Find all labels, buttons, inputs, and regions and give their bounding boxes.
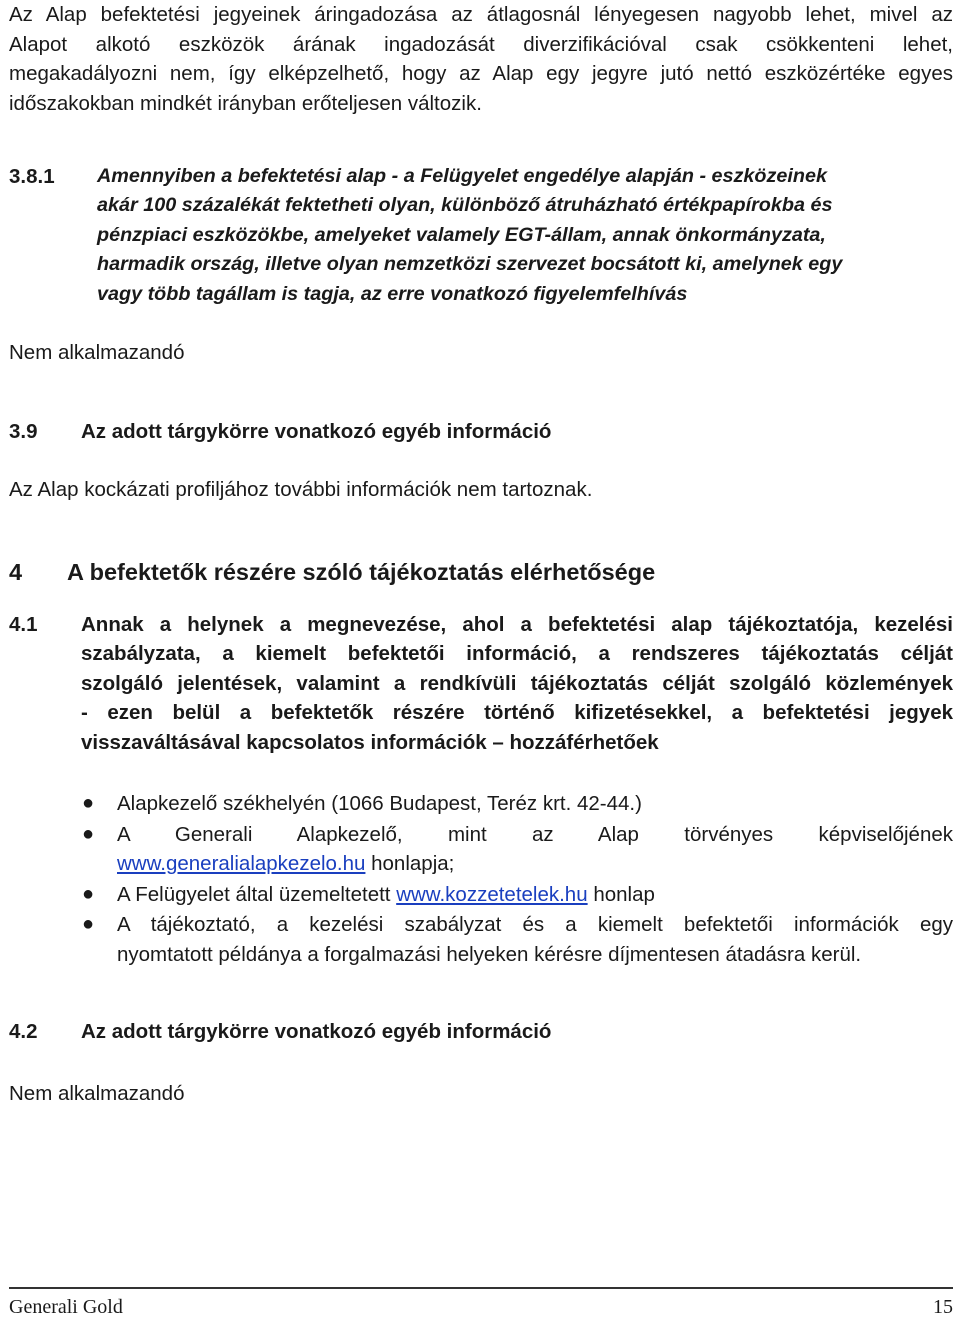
section-number: 4.1 — [9, 613, 38, 636]
heading-line: - ezen belül a befektetők részére történő kifizetésekkel, a befektetési jegyek — [81, 701, 953, 725]
section-number: 4 — [9, 559, 23, 585]
heading-line: visszaváltásával kapcsolatos információk – hozzáférhetőek — [81, 730, 659, 754]
heading-line: vagy több tagállam is tagja, az erre vonatkozó figyelemfelhívás — [97, 282, 688, 305]
section-heading-text — [81, 610, 953, 757]
section-number: 4.2 — [9, 1020, 38, 1043]
bullet-icon: ● — [82, 913, 95, 935]
availability-list — [9, 789, 953, 970]
intro-line: Alapot alkotó eszközök árának ingadozását diverzifikációval csak csökkenteni lehet, — [9, 32, 953, 56]
list-item-text-line — [117, 849, 953, 879]
list-item-text: honlapja; — [365, 852, 455, 875]
list-item-text: Alapkezelő székhelyén (1066 Budapest, Teréz krt. 42-44.) — [117, 792, 642, 815]
heading-line: Amennyiben a befektetési alap - a Felügyelet engedélye alapján - eszközeinek — [97, 165, 827, 187]
intro-paragraph — [9, 0, 953, 118]
heading-line: szabályzata, a kiemelt befektetői információ, a rendszeres tájékoztatás célját — [81, 642, 953, 666]
list-item-text: A tájékoztató, a kezelési szabályzat és a kiemelt befektetői információk egy — [117, 913, 953, 936]
section-title: Az adott tárgykörre vonatkozó egyéb információ — [81, 1020, 552, 1043]
heading-line: pénzpiaci eszközökbe, amelyeket valamely EGT-állam, annak önkormányzata, — [97, 223, 826, 246]
footer-document-title: Generali Gold — [9, 1296, 123, 1318]
heading-line: Annak a helynek a megnevezése, ahol a befektetési alap tájékoztatója, kezelési — [81, 613, 953, 636]
page-number: 15 — [933, 1296, 953, 1318]
heading-line: akár 100 százalékát fektetheti olyan, különböző átruházható értékpapírokba és — [97, 194, 833, 217]
list-item — [9, 789, 953, 819]
heading-line: szolgáló jelentések, valamint a rendkívüli tájékoztatás célját szolgáló közlemények — [81, 671, 953, 695]
section-number: 3.9 — [9, 420, 38, 443]
list-item-text: A Generali Alapkezelő, mint az Alap törvényes képviselőjének — [117, 822, 953, 846]
kozzetetelek-website-link[interactable]: www.kozzetetelek.hu — [396, 882, 588, 906]
section-number: 3.8.1 — [9, 165, 55, 188]
section-3-9-text: Az Alap kockázati profiljához további információk nem tartoznak. — [9, 478, 593, 501]
section-3-8-1-value: Nem alkalmazandó — [9, 341, 185, 364]
list-item — [9, 820, 953, 879]
list-item — [9, 880, 953, 910]
section-heading-text — [97, 162, 925, 309]
list-item-text: A Felügyelet által üzemeltetett — [117, 882, 397, 906]
generali-website-link[interactable]: www.generalialapkezelo.hu — [117, 852, 366, 875]
intro-line: Az Alap befektetési jegyeinek áringadozása az átlagosnál lényegesen nagyobb lehet, mivel az — [9, 3, 953, 26]
bullet-icon: ● — [82, 882, 95, 905]
intro-line: időszakokban mindkét irányban erőteljesen változik. — [9, 91, 482, 115]
intro-line: megakadályozni nem, így elképzelhető, hogy az Alap egy jegyre jutó nettó eszközértéke egyes — [9, 62, 953, 85]
section-title: A befektetők részére szóló tájékoztatás elérhetősége — [67, 559, 656, 585]
list-item — [9, 910, 953, 969]
bullet-icon: ● — [82, 792, 95, 814]
list-item-text: nyomtatott példánya a forgalmazási helyeken kérésre díjmentesen átadásra kerül. — [117, 942, 862, 966]
footer-divider — [9, 1287, 953, 1289]
section-title: Az adott tárgykörre vonatkozó egyéb információ — [81, 420, 552, 443]
section-4-2-value: Nem alkalmazandó — [9, 1082, 185, 1105]
bullet-icon: ● — [82, 822, 95, 845]
heading-line: harmadik ország, illetve olyan nemzetközi szervezet bocsátott ki, amelynek egy — [97, 253, 843, 276]
list-item-text: honlap — [587, 882, 655, 906]
